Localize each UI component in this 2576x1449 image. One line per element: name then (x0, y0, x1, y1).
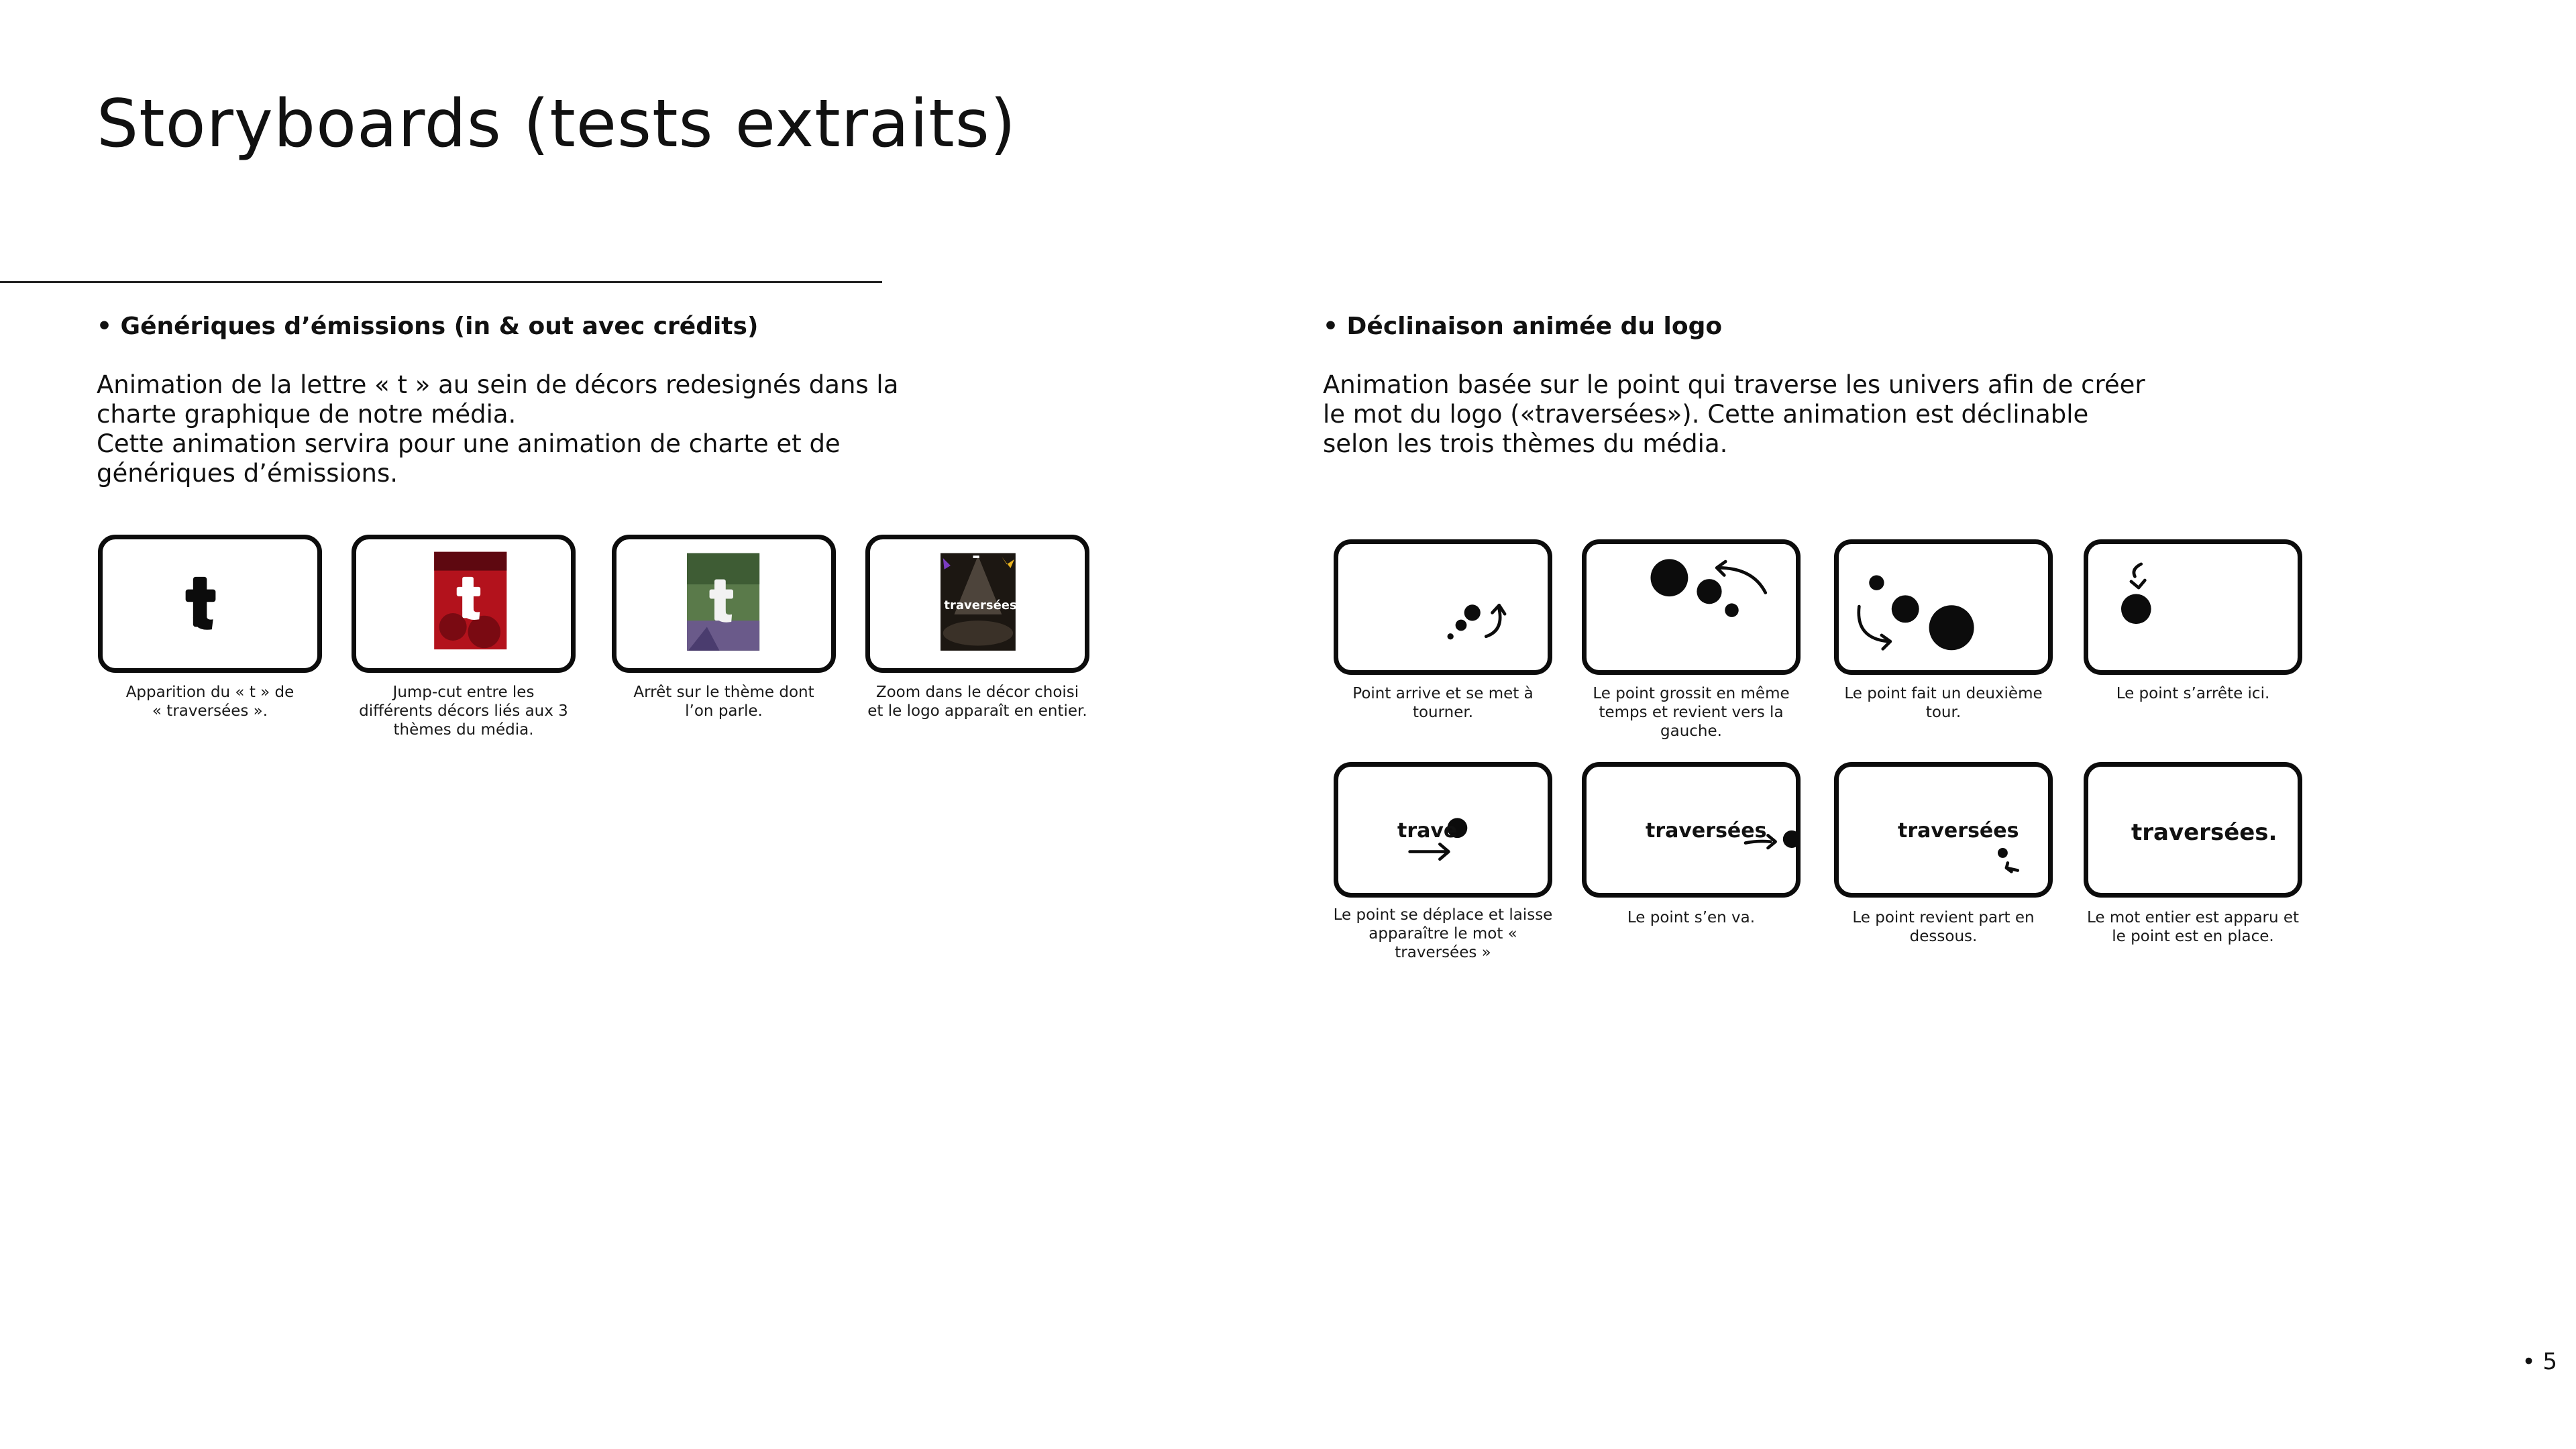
paragraph-line: selon les trois thèmes du média. (1323, 429, 1728, 458)
storyboard-frame-3 (612, 535, 836, 673)
storyboard-frame-4 (865, 535, 1089, 673)
frame-word: traversées (1898, 819, 2019, 843)
frame-caption (2076, 684, 2310, 703)
caption-line: dessous. (1909, 928, 1978, 945)
caption-line: Arrêt sur le thème dont (633, 684, 814, 701)
caption-line: temps et revient vers la (1599, 704, 1784, 721)
frame-caption (1826, 908, 2061, 946)
caption-line: Jump-cut entre les (392, 684, 535, 701)
frame-caption (1826, 684, 2061, 722)
caption-line: « traversées ». (152, 702, 268, 720)
caption-line: le point est en place. (2112, 928, 2274, 945)
caption-line: gauche. (1660, 722, 1722, 740)
caption-line: Le point s’arrête ici. (2116, 685, 2270, 702)
storyboard-frame-2 (352, 535, 576, 673)
caption-line: Le point fait un deuxième (1844, 685, 2043, 702)
caption-line: Le point s’en va. (1627, 909, 1756, 926)
paragraph-line: Cette animation servira pour une animation de charte et de (97, 429, 841, 458)
section-description-generiques (97, 370, 898, 488)
page-title: Storyboards (tests extraits) (97, 86, 1017, 162)
forest-theme-poster-icon (616, 539, 831, 668)
logo-frame-4 (2084, 539, 2302, 675)
page-number: • 5 (2522, 1348, 2557, 1375)
logo-frame-2 (1582, 539, 1801, 675)
logo-frame-5 (1334, 762, 1552, 898)
logo-frame-6 (1582, 762, 1801, 898)
caption-line: différents décors liés aux 3 (359, 702, 568, 720)
frame-word: traversées (1646, 819, 1767, 843)
caption-line: Le point se déplace et laisse (1333, 906, 1553, 924)
logo-frame-3 (1834, 539, 2053, 675)
section-description-declinaison (1323, 370, 2145, 459)
caption-line: apparaître le mot « (1368, 925, 1517, 943)
frame-caption (1326, 906, 1560, 962)
frame-caption (2076, 908, 2310, 946)
logo-frame-8 (2084, 762, 2302, 898)
paragraph-line: Animation basée sur le point qui traverse les univers afin de créer (1323, 370, 2145, 399)
caption-line: Apparition du « t » de (125, 684, 294, 701)
dots-growing-arrow-left-icon (1587, 544, 1796, 670)
caption-line: Point arrive et se met à (1352, 685, 1534, 702)
frame-caption (1574, 684, 1809, 741)
frame-caption (342, 683, 585, 739)
caption-line: et le logo apparaît en entier. (867, 702, 1087, 720)
frame-caption (98, 683, 322, 720)
caption-line: l’on parle. (685, 702, 763, 720)
logo-frame-7 (1834, 762, 2053, 898)
caption-line: tourner. (1412, 704, 1474, 721)
frame-caption (1574, 908, 1809, 927)
red-theater-poster-icon (356, 539, 571, 668)
paragraph-line: le mot du logo («traversées»). Cette animation est déclinable (1323, 400, 2089, 429)
dots-second-turn-icon (1839, 544, 2048, 670)
poster-logo-text: traversées. (944, 598, 1022, 612)
caption-line: Le point revient part en (1852, 909, 2035, 926)
section-heading-declinaison: • Déclinaison animée du logo (1323, 313, 1723, 340)
dot-stop-icon (2088, 544, 2298, 670)
paragraph-line: génériques d’émissions. (97, 459, 398, 488)
frame-caption (1326, 684, 1560, 722)
title-divider (0, 281, 882, 283)
caption-line: traversées » (1395, 944, 1491, 961)
paragraph-line: Animation de la lettre « t » au sein de décors redesignés dans la (97, 370, 899, 399)
logo-frame-1 (1334, 539, 1552, 675)
frame-caption (612, 683, 836, 720)
letter-t-logo-icon (103, 539, 317, 668)
caption-line: Zoom dans le décor choisi (875, 684, 1079, 701)
caption-line: Le mot entier est apparu et (2086, 909, 2300, 926)
caption-line: thèmes du média. (393, 721, 534, 739)
caption-line: tour. (1925, 704, 1962, 721)
frame-caption (852, 683, 1103, 720)
section-heading-generiques: • Génériques d’émissions (in & out avec crédits) (97, 313, 759, 340)
dots-arrow-up-icon (1338, 544, 1548, 670)
storyboard-frame-1 (98, 535, 322, 673)
caption-line: Le point grossit en même (1593, 685, 1790, 702)
frame-word: traversées. (2131, 819, 2277, 846)
paragraph-line: charte graphique de notre média. (97, 400, 517, 429)
frame-word: trave (1397, 819, 1458, 843)
